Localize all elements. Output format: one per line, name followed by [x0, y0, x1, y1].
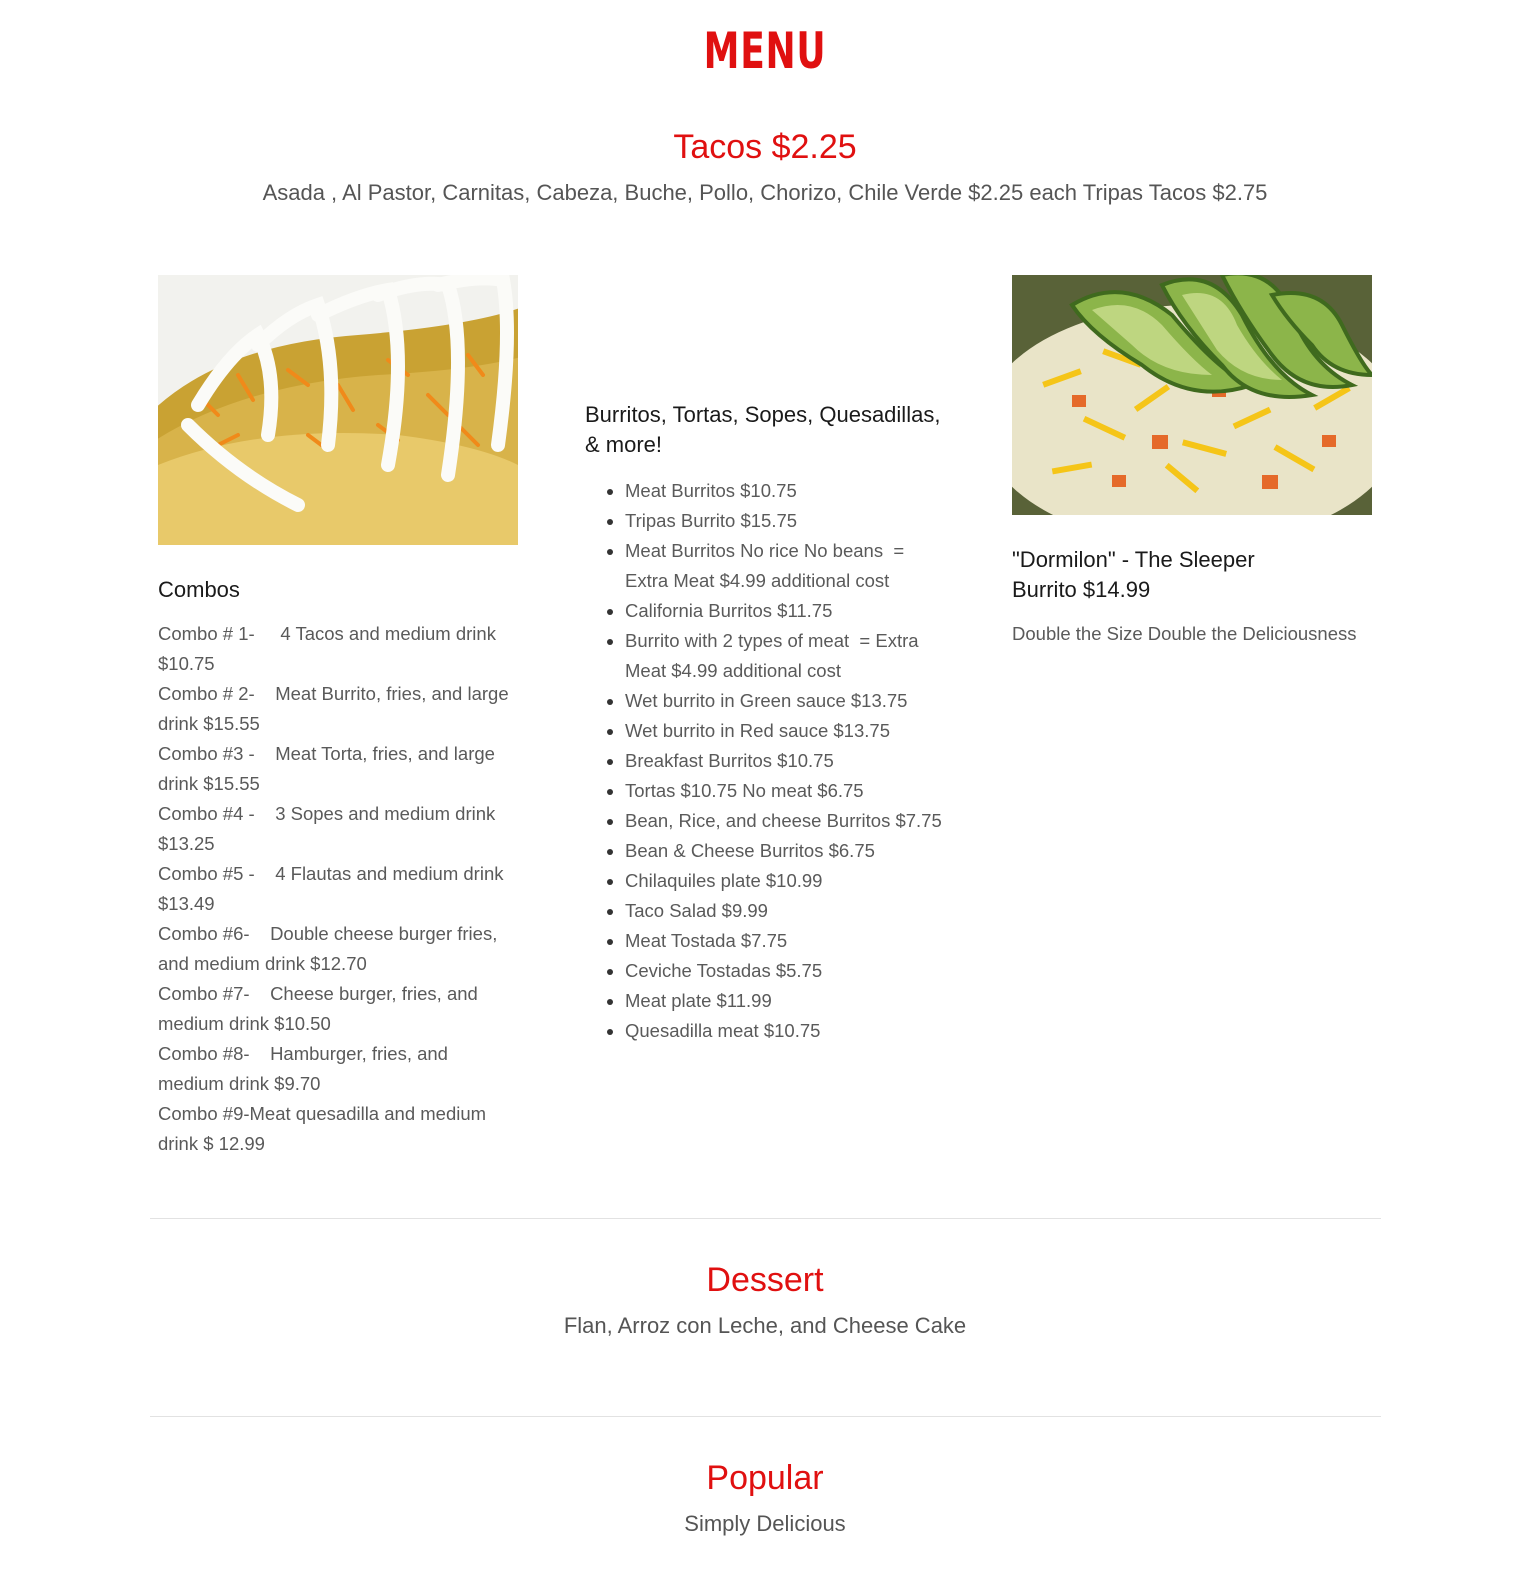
list-item: • Chilaquiles plate $10.99: [625, 866, 945, 896]
dormilon-heading: "Dormilon" - The Sleeper Burrito $14.99: [1012, 547, 1255, 602]
list-item: • Burrito with 2 types of meat = Extra Meat $4.99 additional cost: [625, 626, 945, 686]
combo-item: Combo #8- Hamburger, fries, and medium drink $9.70: [158, 1043, 454, 1094]
combos-heading: Combos: [158, 577, 240, 602]
list-item: • Wet burrito in Red sauce $13.75: [625, 716, 945, 746]
tacos-title: Tacos $2.25: [673, 128, 857, 166]
tostada-avocado-photo: [1012, 275, 1372, 515]
list-item: • California Burritos $11.75: [625, 596, 945, 626]
combo-item: Combo #9-Meat quesadilla and medium drink $ 12.99: [158, 1103, 492, 1154]
list-item: • Meat Tostada $7.75: [625, 926, 945, 956]
popular-description: Simply Delicious: [684, 1511, 846, 1536]
combo-item: Combo #4 - 3 Sopes and medium drink $13.25: [158, 803, 501, 854]
section-divider: [150, 1218, 1381, 1219]
list-item: • Quesadilla meat $10.75: [625, 1016, 945, 1046]
combos-column: [158, 275, 518, 1159]
dormilon-description: Double the Size Double the Deliciousness: [1012, 623, 1357, 644]
combos-list: [158, 619, 518, 1159]
list-item: • Meat Burritos No rice No beans = Extra Meat $4.99 additional cost: [625, 536, 945, 596]
combo-item: Combo #6- Double cheese burger fries, and medium drink $12.70: [158, 923, 503, 974]
list-item: • Ceviche Tostadas $5.75: [625, 956, 945, 986]
list-item: • Tripas Burrito $15.75: [625, 506, 945, 536]
dessert-title: Dessert: [706, 1261, 824, 1299]
wet-burrito-photo: [158, 275, 518, 545]
list-item: • Bean, Rice, and cheese Burritos $7.75: [625, 806, 945, 836]
section-divider: [150, 1416, 1381, 1417]
dessert-description: Flan, Arroz con Leche, and Cheese Cake: [563, 1313, 967, 1338]
list-item: • Bean & Cheese Burritos $6.75: [625, 836, 945, 866]
burritos-list: [585, 476, 945, 1046]
combo-item: Combo # 2- Meat Burrito, fries, and large drink $15.55: [158, 683, 514, 734]
list-item: • Tortas $10.75 No meat $6.75: [625, 776, 945, 806]
list-item: • Meat Burritos $10.75: [625, 476, 945, 506]
combo-item: Combo #5 - 4 Flautas and medium drink $13.49: [158, 863, 509, 914]
list-item: • Wet burrito in Green sauce $13.75: [625, 686, 945, 716]
tacos-description: Asada , Al Pastor, Carnitas, Cabeza, Buche, Pollo, Chorizo, Chile Verde $2.25 each Tripas Tacos $2.75: [262, 180, 1268, 205]
wet-burrito-illustration: [158, 275, 518, 545]
popular-title: Popular: [706, 1459, 824, 1497]
dormilon-column: [1012, 275, 1372, 649]
page-title: MENU: [703, 22, 827, 80]
combo-item: Combo # 1- 4 Tacos and medium drink $10.75: [158, 623, 502, 674]
list-item: • Breakfast Burritos $10.75: [625, 746, 945, 776]
combo-item: Combo #7- Cheese burger, fries, and medium drink $10.50: [158, 983, 483, 1034]
burritos-heading: Burritos, Tortas, Sopes, Quesadillas, & more!: [585, 402, 941, 457]
list-item: • Meat plate $11.99: [625, 986, 945, 1016]
combo-item: Combo #3 - Meat Torta, fries, and large drink $15.55: [158, 743, 501, 794]
tostada-illustration: [1012, 275, 1372, 515]
list-item: • Taco Salad $9.99: [625, 896, 945, 926]
burritos-column: [585, 400, 945, 1046]
